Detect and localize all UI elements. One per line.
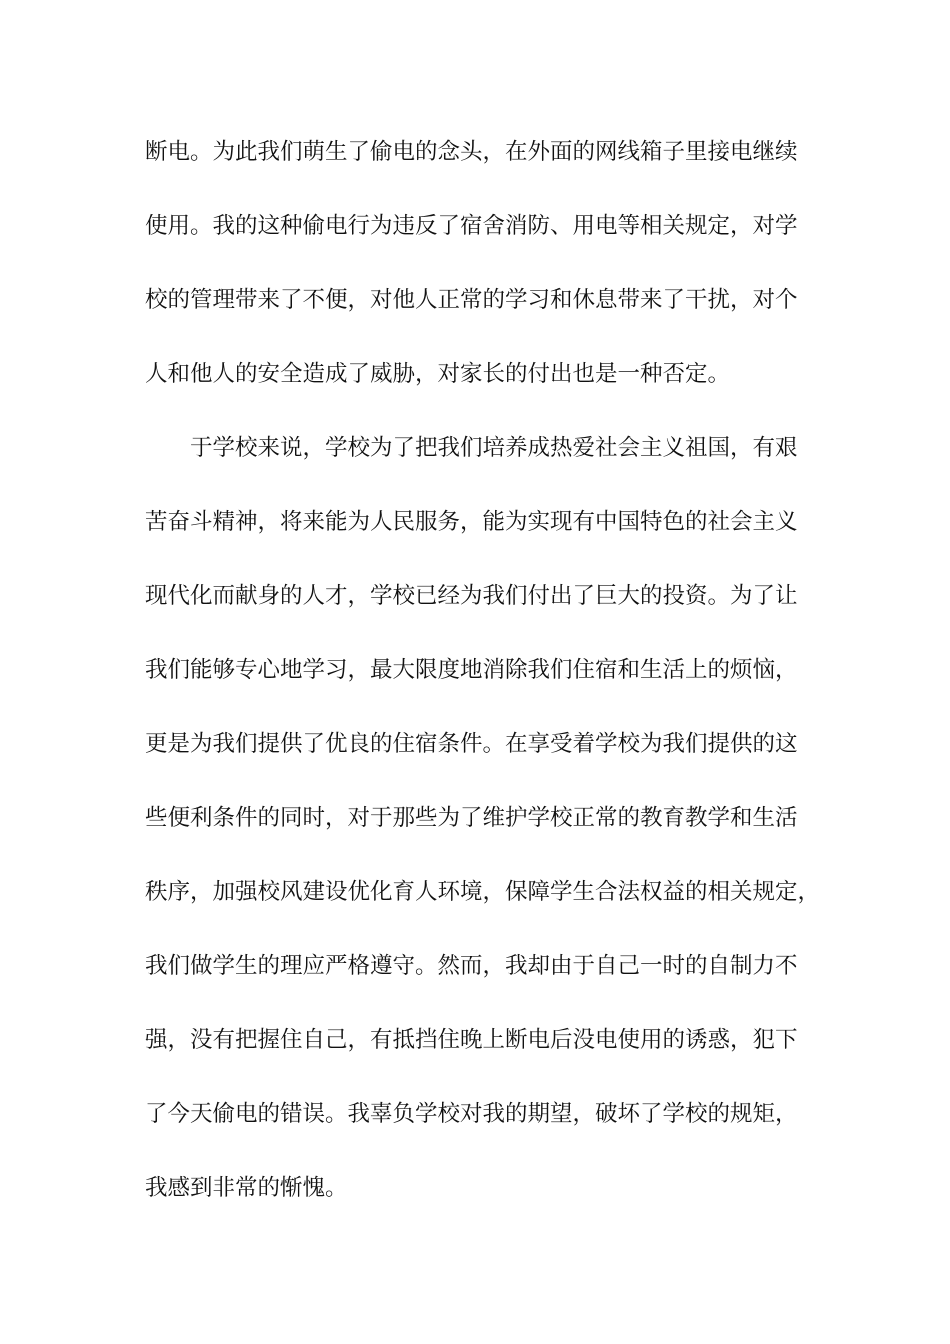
paragraph-first-line: 于学校来说，学校为了把我们培养成热爱社会主义祖国，有艰: [190, 435, 798, 461]
document-body: [145, 128, 835, 1238]
paragraph-line: 些便利条件的同时，对于那些为了维护学校正常的教育教学和生活: [145, 805, 798, 831]
paragraph-line: 使用。我的这种偷电行为违反了宿舍消防、用电等相关规定，对学: [145, 213, 798, 239]
paragraph-line: 苦奋斗精神，将来能为人民服务，能为实现有中国特色的社会主义: [145, 509, 798, 535]
paragraph-line: 校的管理带来了不便，对他人正常的学习和休息带来了干扰，对个: [145, 287, 798, 313]
paragraph-line: 我们做学生的理应严格遵守。然而，我却由于自己一时的自制力不: [145, 953, 798, 979]
paragraph-line: 我们能够专心地学习，最大限度地消除我们住宿和生活上的烦恼，: [145, 657, 798, 683]
paragraph-line: 我感到非常的惭愧。: [145, 1175, 348, 1201]
paragraph-line: 现代化而献身的人才，学校已经为我们付出了巨大的投资。为了让: [145, 583, 798, 609]
paragraph-line: 了今天偷电的错误。我辜负学校对我的期望，破坏了学校的规矩，: [145, 1101, 798, 1127]
paragraph-line: 强，没有把握住自己，有抵挡住晚上断电后没电使用的诱惑，犯下: [145, 1027, 798, 1053]
paragraph-line: 秩序，加强校风建设优化育人环境，保障学生合法权益的相关规定，: [145, 879, 821, 905]
paragraph-line: 断电。为此我们萌生了偷电的念头，在外面的网线箱子里接电继续: [145, 139, 798, 165]
paragraph-line: 更是为我们提供了优良的住宿条件。在享受着学校为我们提供的这: [145, 731, 798, 757]
paragraph-line: 人和他人的安全造成了威胁，对家长的付出也是一种否定。: [145, 361, 731, 387]
